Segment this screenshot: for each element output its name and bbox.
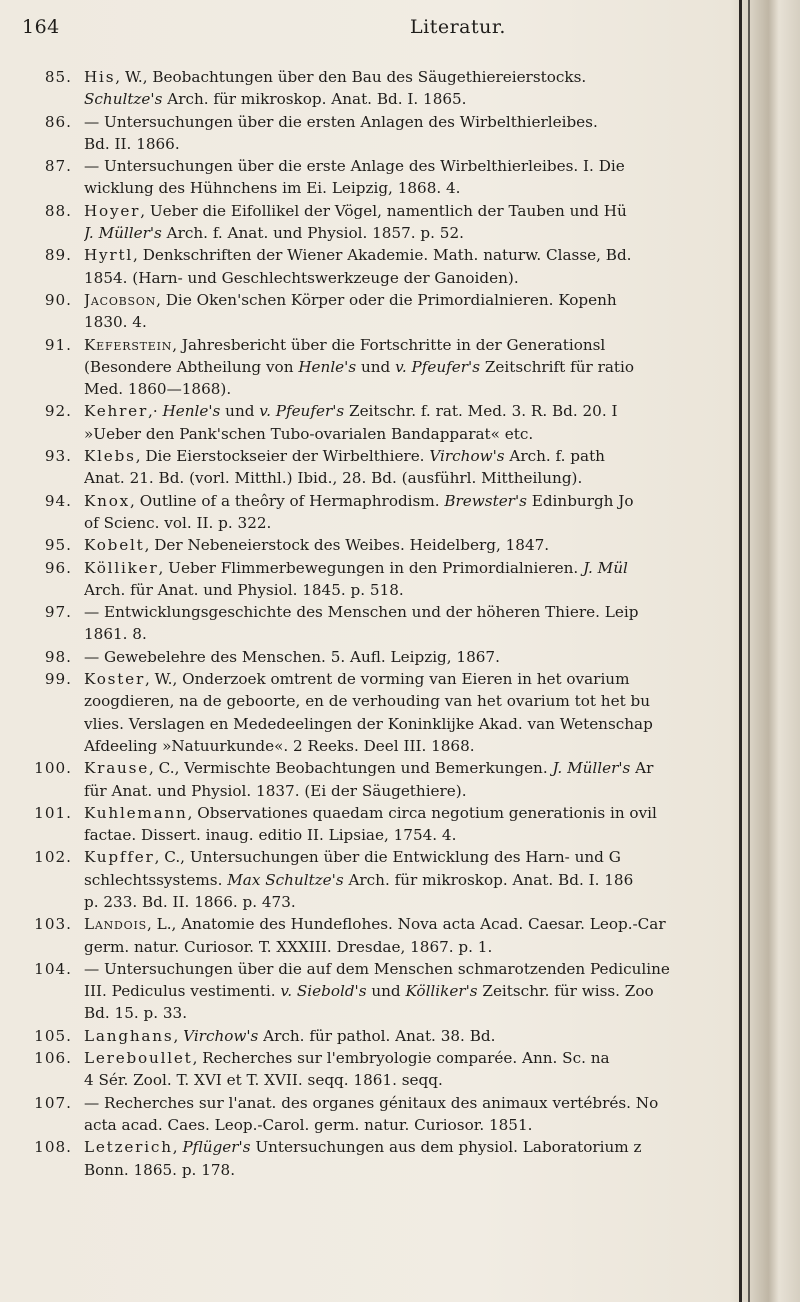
entry-line (84, 378, 766, 400)
journal-name: v. Pfeufer's (259, 402, 345, 421)
entry-text: Edinburgh Jo (526, 491, 634, 510)
entry-number: 86. (44, 112, 72, 131)
entry-number: 105. (34, 1026, 72, 1045)
entry-text: Arch. für mikroskop. Anat. Bd. I. 186 (343, 870, 634, 889)
entry-line (84, 824, 766, 846)
entry-line (84, 668, 766, 690)
entry-number: 91. (44, 335, 72, 354)
entry-text: vlies. Verslagen en Mededeelingen der Koninklijke Akad. van Wetenschap (84, 714, 653, 733)
entry-text: (Besondere Abtheilung von (84, 357, 299, 376)
author-name: Hoyer (84, 201, 141, 220)
entry-text: Anat. 21. Bd. (vorl. Mitthl.) Ibid., 28. Bd. (ausführl. Mittheilung). (84, 469, 583, 488)
entry-number: 90. (44, 290, 72, 309)
entry-number: 103. (34, 915, 72, 934)
entry-number: 107. (34, 1093, 72, 1112)
entry-text: , Der Nebeneierstock des Weibes. Heidelberg, 1847. (144, 536, 550, 555)
bibliography-entry (26, 846, 766, 913)
entry-line (84, 1159, 766, 1181)
entry-number: 96. (44, 558, 72, 577)
entry-number: 94. (44, 491, 72, 510)
entry-line (84, 267, 766, 289)
entry-text: , L., Anatomie des Hundeflohes. Nova acta Acad. Caesar. Leop.-Car (146, 915, 666, 934)
entry-text: acta acad. Caes. Leop.-Carol. germ. natur. Curiosor. 1851. (84, 1115, 533, 1134)
author-name: Knox (84, 491, 131, 510)
author-name: Klebs (84, 447, 136, 466)
author-name: Kölliker (84, 558, 159, 577)
journal-name: J. Müller's (84, 224, 162, 243)
bibliography-entry (26, 1092, 766, 1137)
entry-text: Afdeeling »Natuurkunde«. 2 Reeks. Deel III. 1868. (84, 736, 475, 755)
entry-text: germ. natur. Curiosor. T. XXXIII. Dresdae, 1867. p. 1. (84, 937, 493, 956)
bibliography-list (26, 66, 766, 1181)
author-name: Jacobson (84, 290, 157, 309)
bibliography-entry (26, 490, 766, 535)
entry-line (84, 869, 766, 891)
bibliography-entry (26, 400, 766, 445)
entry-line (84, 713, 766, 735)
entry-text: , Outline of a theôry of Hermaphrodism. (130, 491, 445, 510)
entry-line (84, 423, 766, 445)
entry-number: 101. (34, 803, 72, 822)
entry-text: , (173, 1026, 184, 1045)
entry-line (84, 1114, 766, 1136)
entry-line (84, 913, 766, 935)
journal-name: Virchow's (183, 1026, 259, 1045)
entry-text: , W., Beobachtungen über den Bau des Säugethiereierstocks. (115, 68, 587, 86)
entry-line (84, 88, 766, 110)
entry-line (84, 1002, 766, 1024)
entry-line (84, 1069, 766, 1091)
entry-text: , Ueber Flimmerbewegungen in den Primordialnieren. (158, 558, 584, 577)
entry-number: 98. (44, 647, 72, 666)
entry-text: , Die Eierstockseier der Wirbelthiere. (135, 447, 430, 466)
entry-number: 93. (44, 447, 72, 466)
entry-text: wicklung des Hühnchens im Ei. Leipzig, 1868. 4. (84, 179, 461, 198)
entry-text: of Scienc. vol. II. p. 322. (84, 513, 272, 532)
entry-line (84, 512, 766, 534)
entry-number: 85. (44, 68, 72, 86)
entry-number: 92. (44, 402, 72, 421)
bibliography-entry (26, 334, 766, 401)
bibliography-entry (26, 111, 766, 156)
bibliography-entry (26, 66, 766, 111)
bibliography-entry (26, 668, 766, 757)
entry-text: Arch. f. Anat. und Physiol. 1857. p. 52. (161, 224, 464, 243)
entry-text: , Denkschriften der Wiener Akademie. Math. naturw. Classe, Bd. (133, 246, 632, 265)
entry-text: Arch. für pathol. Anat. 38. Bd. (258, 1026, 496, 1045)
journal-name: J. Mül (583, 558, 628, 577)
bibliography-entry (26, 601, 766, 646)
entry-line (84, 846, 766, 868)
author-name: Kobelt (84, 536, 145, 555)
entry-text: , C., Vermischte Beobachtungen und Bemerkungen. (149, 759, 553, 778)
page-edge-line (748, 0, 750, 1302)
entry-number: 100. (34, 759, 72, 778)
entry-text: — Untersuchungen über die ersten Anlagen des Wirbelthierleibes. (84, 112, 598, 131)
entry-number: 97. (44, 603, 72, 622)
entry-line (84, 579, 766, 601)
journal-name: Schultze's (84, 90, 163, 109)
entry-line (84, 1136, 766, 1158)
entry-line (84, 601, 766, 623)
entry-line (84, 222, 766, 244)
page-number: 164 (22, 16, 60, 38)
entry-line (84, 690, 766, 712)
journal-name: v. Pfeufer's (395, 357, 480, 376)
entry-line (84, 802, 766, 824)
entry-line (84, 289, 766, 311)
journal-name: v. Siebold's (280, 982, 367, 1001)
entry-text: — Untersuchungen über die auf dem Menschen schmarotzenden Pediculine (84, 959, 670, 978)
author-name: Langhans (84, 1026, 174, 1045)
entry-text: 1861. 8. (84, 625, 147, 644)
entry-text: p. 233. Bd. II. 1866. p. 473. (84, 892, 296, 911)
author-name: Kupffer (84, 848, 155, 867)
author-name: His (84, 68, 116, 86)
entry-text: — Gewebelehre des Menschen. 5. Aufl. Leipzig, 1867. (84, 647, 500, 666)
author-name: Keferstein (84, 335, 173, 354)
entry-line (84, 1047, 766, 1069)
entry-text: »Ueber den Pank'schen Tubo-ovarialen Bandapparat« etc. (84, 424, 534, 443)
entry-line (84, 958, 766, 980)
entry-line (84, 177, 766, 199)
entry-line (84, 334, 766, 356)
entry-text: , Jahresbericht über die Fortschritte in der Generationsl (172, 335, 606, 354)
entry-line (84, 445, 766, 467)
entry-line (84, 133, 766, 155)
entry-line (84, 534, 766, 556)
journal-name: Pflüger's (182, 1138, 251, 1157)
entry-line (84, 490, 766, 512)
bibliography-entry (26, 913, 766, 958)
bibliography-entry (26, 534, 766, 556)
entry-text: Bd. II. 1866. (84, 134, 180, 153)
bibliography-entry (26, 1025, 766, 1047)
entry-text: 1854. (Harn- und Geschlechtswerkzeuge der Ganoiden). (84, 268, 519, 287)
author-name: Lereboullet (84, 1049, 193, 1068)
entry-line (84, 780, 766, 802)
entry-text: Zeitschrift für ratio (480, 357, 634, 376)
entry-text: und (220, 402, 260, 421)
entry-line (84, 1092, 766, 1114)
journal-name: Brewster's (444, 491, 527, 510)
bibliography-entry (26, 445, 766, 490)
entry-number: 108. (34, 1138, 72, 1157)
bibliography-entry (26, 1047, 766, 1092)
journal-name: Virchow's (429, 447, 505, 466)
entry-text: zoogdieren, na de geboorte, en de verhouding van het ovarium tot het bu (84, 692, 651, 711)
entry-line (84, 467, 766, 489)
entry-text: , Recherches sur l'embryologie comparée. Ann. Sc. na (192, 1049, 610, 1068)
entry-number: 89. (44, 246, 72, 265)
author-name: Kuhlemann (84, 803, 188, 822)
author-name: Letzerich (84, 1138, 173, 1157)
entry-line (84, 311, 766, 333)
entry-text: — Recherches sur l'anat. des organes génitaux des animaux vertébrés. No (84, 1093, 659, 1112)
entry-text: — Entwicklungsgeschichte des Menschen und der höheren Thiere. Leip (84, 603, 639, 622)
entry-text: Bonn. 1865. p. 178. (84, 1160, 236, 1179)
running-head: Literatur. (410, 16, 506, 38)
bibliography-entry (26, 200, 766, 245)
bibliography-entry (26, 958, 766, 1025)
entry-text: III. Pediculus vestimenti. (84, 982, 281, 1001)
entry-line (84, 980, 766, 1002)
entry-number: 99. (44, 670, 72, 689)
author-name: Landois (84, 915, 147, 934)
entry-text: schlechtssystems. (84, 870, 228, 889)
entry-line (84, 557, 766, 579)
entry-line (84, 200, 766, 222)
entry-text: — Untersuchungen über die erste Anlage des Wirbelthierleibes. I. Die (84, 157, 625, 176)
entry-line (84, 1025, 766, 1047)
entry-line (84, 891, 766, 913)
journal-name: Max Schultze's (227, 870, 344, 889)
entry-number: 87. (44, 157, 72, 176)
entry-text: , W., Onderzoek omtrent de vorming van Eieren in het ovarium (145, 670, 630, 689)
entry-text: , (172, 1138, 183, 1157)
entry-text: und (366, 982, 406, 1001)
entry-text: Med. 1860—1868). (84, 380, 232, 399)
entry-number: 102. (34, 848, 72, 867)
journal-name: Kölliker's (405, 982, 478, 1001)
bibliography-entry (26, 557, 766, 602)
entry-text: 4 Sér. Zool. T. XVI et T. XVII. seqq. 1861. seqq. (84, 1071, 443, 1090)
entry-text: ,· (148, 402, 163, 421)
bibliography-entry (26, 802, 766, 847)
entry-line (84, 646, 766, 668)
bibliography-entry (26, 757, 766, 802)
entry-line (84, 66, 766, 88)
entry-text: Zeitschr. f. rat. Med. 3. R. Bd. 20. I (344, 402, 618, 421)
entry-text: Bd. 15. p. 33. (84, 1004, 188, 1023)
entry-line (84, 155, 766, 177)
author-name: Koster (84, 670, 146, 689)
entry-number: 88. (44, 201, 72, 220)
entry-text: und (356, 357, 396, 376)
entry-text: 1830. 4. (84, 313, 147, 332)
entry-line (84, 936, 766, 958)
entry-line (84, 356, 766, 378)
author-name: Kehrer (84, 402, 149, 421)
journal-name: J. Müller's (552, 759, 631, 778)
journal-name: Henle's (162, 402, 221, 421)
entry-text: Ar (630, 759, 654, 778)
entry-text: factae. Dissert. inaug. editio II. Lipsiae, 1754. 4. (84, 826, 457, 845)
entry-line (84, 111, 766, 133)
entry-line (84, 400, 766, 422)
entry-text: , Die Oken'schen Körper oder die Primordialnieren. Kopenh (156, 290, 617, 309)
author-name: Krause (84, 759, 150, 778)
bibliography-entry (26, 155, 766, 200)
entry-line (84, 623, 766, 645)
bibliography-entry (26, 244, 766, 289)
entry-number: 104. (34, 959, 72, 978)
entry-number: 106. (34, 1049, 72, 1068)
page-edge-line (739, 0, 742, 1302)
entry-line (84, 757, 766, 779)
entry-text: , Observationes quaedam circa negotium generationis in ovil (187, 803, 657, 822)
bibliography-entry (26, 646, 766, 668)
entry-text: , Ueber die Eifollikel der Vögel, namentlich der Tauben und Hü (140, 201, 627, 220)
entry-text: Arch. für mikroskop. Anat. Bd. I. 1865. (162, 90, 467, 109)
journal-name: Henle's (298, 357, 357, 376)
entry-text: , C., Untersuchungen über die Entwicklung des Harn- und G (154, 848, 621, 867)
bibliography-entry (26, 289, 766, 334)
entry-line (84, 244, 766, 266)
entry-text: Zeitschr. für wiss. Zoo (477, 982, 654, 1001)
bibliography-entry (26, 1136, 766, 1181)
entry-text: Untersuchungen aus dem physiol. Laboratorium z (250, 1138, 642, 1157)
entry-number: 95. (44, 536, 72, 555)
entry-text: Arch. für Anat. und Physiol. 1845. p. 518. (84, 580, 404, 599)
entry-line (84, 735, 766, 757)
entry-text: für Anat. und Physiol. 1837. (Ei der Säugethiere). (84, 781, 467, 800)
author-name: Hyrtl (84, 246, 134, 265)
entry-text: Arch. f. path (504, 447, 605, 466)
